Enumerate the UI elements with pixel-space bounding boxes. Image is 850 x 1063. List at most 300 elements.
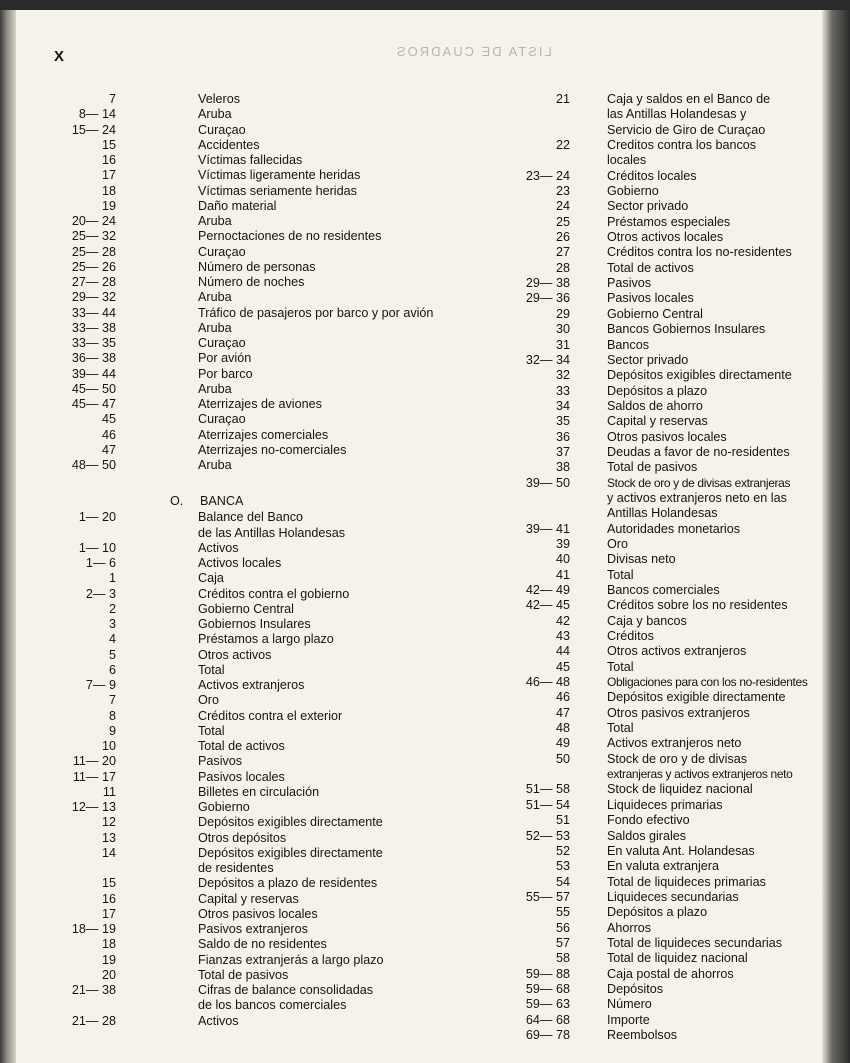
table-label: Obligaciones para con los no-residentes bbox=[607, 675, 808, 690]
table-entry bbox=[40, 397, 470, 412]
table-label: Otros depósitos bbox=[198, 830, 287, 845]
table-number: 12 bbox=[101, 815, 116, 830]
table-entry bbox=[40, 754, 470, 769]
table-entry bbox=[40, 876, 470, 891]
table-label: Total de activos bbox=[607, 260, 694, 275]
table-label: Créditos sobre los no residentes bbox=[607, 598, 788, 613]
table-entry bbox=[490, 875, 820, 890]
table-number: 34 bbox=[555, 398, 570, 413]
table-entry bbox=[490, 107, 820, 122]
table-label: Liquideces secundarias bbox=[607, 889, 739, 904]
table-number: 24 bbox=[555, 199, 570, 214]
table-label: Capital y reservas bbox=[198, 891, 299, 906]
table-label: Depósitos exigibles directamente bbox=[198, 815, 383, 830]
table-label: Curaçao bbox=[198, 244, 246, 259]
table-entry bbox=[40, 510, 470, 525]
table-label: Total bbox=[607, 659, 634, 674]
table-number: 18 bbox=[101, 183, 116, 198]
table-number: 27 bbox=[555, 245, 570, 260]
table-label: Caja y bancos bbox=[607, 613, 687, 628]
table-label: Cifras de balance consolidadas bbox=[198, 983, 374, 997]
table-label: Gobierno bbox=[607, 184, 659, 199]
table-number: 37 bbox=[555, 444, 570, 459]
table-label: Aruba bbox=[198, 290, 232, 305]
table-number: 9 bbox=[108, 723, 116, 738]
table-label: Deudas a favor de no-residentes bbox=[607, 444, 790, 459]
table-number: 53 bbox=[555, 859, 570, 874]
table-number: 48 bbox=[555, 721, 570, 736]
table-number: 54 bbox=[555, 874, 570, 889]
table-number: 64— 68 bbox=[525, 1012, 570, 1027]
table-entry bbox=[490, 245, 820, 260]
table-number: 20— 24 bbox=[71, 214, 116, 228]
table-number: 25— 26 bbox=[71, 259, 116, 274]
table-number: 23— 24 bbox=[525, 168, 570, 183]
table-label: las Antillas Holandesas y bbox=[607, 107, 747, 122]
table-entry bbox=[490, 997, 820, 1012]
table-entry bbox=[490, 951, 820, 966]
table-number: 42— 45 bbox=[525, 598, 570, 613]
table-entry bbox=[490, 445, 820, 460]
table-entry bbox=[40, 367, 470, 382]
table-entry bbox=[490, 460, 820, 475]
table-label: Total de activos bbox=[198, 739, 285, 753]
table-number: 50 bbox=[555, 751, 570, 766]
table-label: Préstamos especiales bbox=[607, 214, 731, 229]
table-entry bbox=[490, 1013, 820, 1028]
table-entry bbox=[40, 556, 470, 571]
table-entry bbox=[40, 937, 470, 952]
table-entry bbox=[40, 587, 470, 602]
table-label: Víctimas ligeramente heridas bbox=[198, 168, 361, 183]
table-entry bbox=[40, 571, 470, 586]
table-label: Servicio de Giro de Curaçao bbox=[607, 122, 766, 137]
table-label: Aruba bbox=[198, 320, 232, 335]
table-entry bbox=[490, 506, 820, 521]
table-label: Otros pasivos locales bbox=[607, 429, 727, 444]
table-label: Depósitos a plazo de residentes bbox=[198, 876, 378, 891]
table-entry bbox=[40, 815, 470, 830]
table-label: Bancos bbox=[607, 337, 650, 352]
table-label: Activos locales bbox=[198, 556, 282, 570]
table-label: Antillas Holandesas bbox=[607, 506, 718, 521]
table-number: 43 bbox=[555, 629, 570, 644]
table-entry bbox=[40, 617, 470, 632]
table-number: 28 bbox=[555, 260, 570, 275]
table-label: Stock de liquidez nacional bbox=[607, 782, 753, 797]
table-number: 29— 38 bbox=[525, 276, 570, 291]
table-number: 7— 9 bbox=[85, 678, 116, 692]
table-entry bbox=[490, 169, 820, 184]
table-label: Curaçao bbox=[198, 412, 246, 427]
table-entry bbox=[490, 92, 820, 107]
left-entry-list-banca bbox=[40, 510, 470, 1029]
table-entry bbox=[490, 123, 820, 138]
table-label: Balance del Banco bbox=[198, 510, 304, 525]
table-label: Bancos comerciales bbox=[607, 583, 720, 597]
table-label: Activos bbox=[198, 540, 239, 555]
table-label: Aruba bbox=[198, 381, 232, 396]
table-number: 39— 41 bbox=[525, 521, 570, 536]
table-label: Otros activos locales bbox=[607, 230, 724, 245]
table-entry bbox=[40, 92, 470, 107]
table-entry bbox=[40, 458, 470, 473]
table-label: Pasivos locales bbox=[198, 769, 285, 784]
table-label: Gobierno bbox=[198, 800, 250, 814]
table-entry bbox=[40, 968, 470, 983]
table-label: Autoridades monetarios bbox=[607, 521, 741, 536]
table-number: 36— 38 bbox=[71, 351, 116, 366]
table-entry bbox=[490, 199, 820, 214]
table-entry bbox=[40, 168, 470, 183]
table-number: 5 bbox=[108, 647, 116, 662]
table-entry bbox=[490, 675, 820, 690]
table-label: Caja postal de ahorros bbox=[607, 966, 734, 981]
table-number: 46— 48 bbox=[525, 675, 570, 690]
table-number: 4 bbox=[108, 632, 116, 647]
table-entry bbox=[40, 831, 470, 846]
table-number: 21 bbox=[555, 92, 570, 106]
table-number: 16 bbox=[101, 891, 116, 906]
table-label: Pasivos bbox=[198, 754, 243, 769]
table-label: Gobiernos Insulares bbox=[198, 617, 311, 631]
table-number: 3 bbox=[108, 617, 116, 631]
table-entry bbox=[40, 382, 470, 397]
table-number: 31 bbox=[555, 337, 570, 352]
table-number: 22 bbox=[555, 138, 570, 153]
table-entry bbox=[40, 907, 470, 922]
table-label: Créditos bbox=[607, 629, 654, 644]
table-label: Víctimas fallecidas bbox=[198, 153, 303, 167]
table-entry bbox=[490, 353, 820, 368]
table-label: Importe bbox=[607, 1012, 650, 1027]
table-entry bbox=[490, 384, 820, 399]
table-entry bbox=[490, 752, 820, 767]
table-entry bbox=[40, 321, 470, 336]
table-entry bbox=[40, 678, 470, 693]
table-number: 42— 49 bbox=[525, 583, 570, 597]
table-label: Stock de oro y de divisas extranjeras bbox=[607, 475, 791, 490]
table-entry bbox=[40, 953, 470, 968]
page-right-edge bbox=[822, 10, 850, 1063]
table-label: Pernoctaciones de no residentes bbox=[198, 229, 382, 244]
table-entry bbox=[40, 846, 470, 861]
table-entry bbox=[490, 522, 820, 537]
table-entry bbox=[40, 412, 470, 427]
table-number: 19 bbox=[101, 952, 116, 967]
table-entry bbox=[490, 138, 820, 153]
table-number: 23 bbox=[555, 184, 570, 199]
table-entry bbox=[490, 153, 820, 168]
table-entry bbox=[40, 245, 470, 260]
table-label: Aruba bbox=[198, 107, 232, 122]
table-label: Gobierno Central bbox=[607, 306, 703, 321]
table-number: 15 bbox=[101, 876, 116, 891]
table-label: Accidentes bbox=[198, 137, 260, 152]
table-entry bbox=[490, 414, 820, 429]
table-entry bbox=[40, 229, 470, 244]
bleed-through-header: LISTA DE CUADROS bbox=[395, 44, 552, 59]
table-label: Stock de oro y de divisas bbox=[607, 751, 748, 766]
table-entry bbox=[490, 1028, 820, 1043]
table-number: 25— 28 bbox=[71, 244, 116, 259]
table-label: Oro bbox=[607, 536, 628, 551]
table-label: Saldos girales bbox=[607, 828, 687, 843]
right-column bbox=[490, 92, 820, 1043]
table-entry bbox=[490, 322, 820, 337]
table-label: Caja bbox=[198, 571, 224, 586]
table-label: Pasivos locales bbox=[607, 291, 694, 306]
table-entry bbox=[490, 859, 820, 874]
table-entry bbox=[40, 785, 470, 800]
table-number: 29— 32 bbox=[71, 290, 116, 305]
table-label: Por barco bbox=[198, 366, 253, 381]
table-number: 7 bbox=[108, 693, 116, 708]
table-entry bbox=[40, 443, 470, 458]
table-number: 36 bbox=[555, 429, 570, 444]
table-entry bbox=[40, 861, 470, 876]
table-label: Aterrizajes de aviones bbox=[198, 397, 322, 411]
table-entry bbox=[490, 905, 820, 920]
table-entry bbox=[490, 261, 820, 276]
table-label: Sector privado bbox=[607, 352, 689, 367]
table-entry bbox=[40, 892, 470, 907]
table-entry bbox=[40, 526, 470, 541]
table-label: Aruba bbox=[198, 458, 232, 472]
table-number: 33— 38 bbox=[71, 320, 116, 335]
table-number: 46 bbox=[555, 690, 570, 705]
table-number: 47 bbox=[101, 442, 116, 457]
left-entry-list bbox=[40, 92, 470, 473]
table-label: Reembolsos bbox=[607, 1027, 677, 1042]
page-number-mark: X bbox=[54, 48, 65, 65]
table-number: 18 bbox=[101, 937, 116, 952]
table-number: 2— 3 bbox=[85, 586, 116, 601]
table-number: 6 bbox=[108, 662, 116, 677]
table-label: Otros pasivos extranjeros bbox=[607, 705, 750, 720]
table-entry bbox=[40, 998, 470, 1013]
page-binding-edge bbox=[0, 10, 16, 1063]
table-label: Curaçao bbox=[198, 336, 246, 350]
table-number: 17 bbox=[101, 906, 116, 921]
table-entry bbox=[490, 430, 820, 445]
table-entry bbox=[40, 663, 470, 678]
table-entry bbox=[490, 537, 820, 552]
table-number: 8 bbox=[108, 708, 116, 723]
table-label: Depósitos exigibles directamente bbox=[607, 368, 792, 383]
table-entry bbox=[490, 813, 820, 828]
table-entry bbox=[40, 800, 470, 815]
table-entry bbox=[40, 983, 470, 998]
table-number: 25— 32 bbox=[71, 229, 116, 244]
table-entry bbox=[40, 260, 470, 275]
table-number: 11— 17 bbox=[72, 769, 116, 784]
table-label: locales bbox=[607, 153, 647, 168]
table-label: Total bbox=[198, 723, 225, 738]
table-label: Créditos locales bbox=[607, 168, 697, 183]
table-entry bbox=[40, 739, 470, 754]
table-entry bbox=[490, 936, 820, 951]
table-entry bbox=[490, 844, 820, 859]
table-number: 55 bbox=[555, 905, 570, 920]
table-number: 25 bbox=[555, 214, 570, 229]
table-number: 12— 13 bbox=[71, 800, 116, 814]
table-number: 11 bbox=[102, 784, 116, 799]
table-label: Saldo de no residentes bbox=[198, 937, 327, 952]
table-label: de las Antillas Holandesas bbox=[198, 525, 346, 540]
table-label: Por avión bbox=[198, 351, 252, 366]
table-number: 46 bbox=[101, 427, 116, 442]
table-entry bbox=[490, 476, 820, 491]
table-number: 45— 50 bbox=[71, 381, 116, 396]
table-entry bbox=[490, 829, 820, 844]
table-entry bbox=[490, 982, 820, 997]
table-number: 1 bbox=[108, 571, 116, 586]
table-label: Número de noches bbox=[198, 275, 305, 289]
table-entry bbox=[40, 336, 470, 351]
table-label: Total de liquideces primarias bbox=[607, 874, 766, 889]
table-label: Total de pasivos bbox=[607, 460, 698, 475]
table-number: 39— 44 bbox=[71, 366, 116, 381]
table-number: 57 bbox=[555, 935, 570, 950]
table-label: Otros activos bbox=[198, 647, 272, 662]
table-entry bbox=[40, 290, 470, 305]
table-label: Sector privado bbox=[607, 199, 689, 214]
table-label: Fianzas extranjerás a largo plazo bbox=[198, 952, 384, 967]
table-entry bbox=[40, 770, 470, 785]
table-label: Liquideces primarias bbox=[607, 797, 723, 812]
table-label: Víctimas seriamente heridas bbox=[198, 183, 357, 198]
table-number: 15 bbox=[101, 137, 116, 152]
table-label: En valuta Ant. Holandesas bbox=[607, 843, 755, 858]
table-label: Depósitos exigibles directamente bbox=[198, 845, 383, 860]
table-label: Creditos contra los bancos bbox=[607, 138, 757, 153]
table-number: 33 bbox=[555, 383, 570, 398]
table-entry bbox=[490, 736, 820, 751]
table-entry bbox=[490, 307, 820, 322]
table-entry bbox=[490, 230, 820, 245]
table-entry bbox=[490, 552, 820, 567]
table-number: 51 bbox=[555, 813, 570, 828]
table-label: Créditos contra los no-residentes bbox=[607, 245, 792, 260]
table-entry bbox=[490, 583, 820, 598]
table-entry bbox=[40, 922, 470, 937]
table-label: Pasivos bbox=[607, 276, 652, 291]
table-number: 51— 54 bbox=[525, 797, 570, 812]
section-heading bbox=[40, 493, 470, 510]
table-entry bbox=[490, 614, 820, 629]
table-number: 35 bbox=[555, 414, 570, 429]
table-label: Depósitos a plazo bbox=[607, 383, 708, 398]
table-entry bbox=[40, 632, 470, 647]
table-number: 1— 20 bbox=[78, 510, 116, 525]
table-label: Préstamos a largo plazo bbox=[198, 632, 334, 647]
table-number: 48— 50 bbox=[71, 458, 116, 472]
table-number: 19 bbox=[101, 198, 116, 213]
table-label: Total bbox=[607, 721, 634, 736]
table-label: Créditos contra el exterior bbox=[198, 708, 343, 723]
table-number: 59— 88 bbox=[525, 966, 570, 981]
table-number: 45 bbox=[101, 412, 116, 427]
table-number: 10 bbox=[101, 739, 116, 753]
table-label: de los bancos comerciales bbox=[198, 998, 347, 1013]
table-entry bbox=[40, 351, 470, 366]
table-label: Aterrizajes no-comerciales bbox=[198, 442, 347, 457]
table-label: Otros pasivos locales bbox=[198, 906, 318, 921]
table-entry bbox=[490, 276, 820, 291]
table-entry bbox=[490, 644, 820, 659]
table-label: Oro bbox=[198, 693, 219, 708]
table-entry bbox=[40, 184, 470, 199]
table-number: 47 bbox=[555, 705, 570, 720]
table-entry bbox=[490, 629, 820, 644]
table-number: 7 bbox=[108, 92, 116, 106]
table-number: 69— 78 bbox=[525, 1027, 570, 1042]
table-number: 1— 10 bbox=[78, 540, 116, 555]
table-number: 51— 58 bbox=[525, 782, 570, 797]
table-label: Tráfico de pasajeros por barco y por avión bbox=[198, 305, 434, 320]
table-label: Activos bbox=[198, 1013, 239, 1028]
table-number: 15— 24 bbox=[71, 122, 116, 137]
table-entry bbox=[490, 399, 820, 414]
table-entry bbox=[490, 368, 820, 383]
table-number: 18— 19 bbox=[71, 922, 116, 936]
table-entry bbox=[40, 693, 470, 708]
table-label: Curaçao bbox=[198, 122, 246, 137]
table-entry bbox=[490, 598, 820, 613]
table-label: Número bbox=[607, 997, 652, 1012]
table-number: 20 bbox=[101, 967, 116, 982]
table-number: 41 bbox=[555, 567, 570, 582]
table-label: y activos extranjeros neto en las bbox=[607, 490, 787, 505]
table-number: 8— 14 bbox=[78, 107, 116, 122]
table-label: Gobierno Central bbox=[198, 601, 294, 616]
table-entry bbox=[490, 291, 820, 306]
table-number: 14 bbox=[101, 845, 116, 860]
table-number: 11— 20 bbox=[72, 754, 116, 769]
table-label: En valuta extranjera bbox=[607, 859, 720, 874]
table-label: Total de pasivos bbox=[198, 967, 289, 982]
table-entry bbox=[40, 214, 470, 229]
table-label: extranjeras y activos extranjeros neto bbox=[607, 767, 793, 782]
section-title: BANCA bbox=[200, 494, 244, 509]
table-label: Veleros bbox=[198, 92, 241, 106]
table-number: 56 bbox=[555, 920, 570, 935]
table-number: 21— 38 bbox=[71, 983, 116, 997]
table-label: Aterrizajes comerciales bbox=[198, 427, 329, 442]
table-entry bbox=[40, 428, 470, 443]
table-number: 13 bbox=[101, 830, 116, 845]
table-number: 39 bbox=[555, 536, 570, 551]
table-number: 45— 47 bbox=[71, 397, 116, 411]
table-entry bbox=[490, 890, 820, 905]
table-number: 33— 44 bbox=[71, 305, 116, 320]
table-number: 59— 68 bbox=[525, 981, 570, 996]
table-number: 52— 53 bbox=[525, 828, 570, 843]
table-label: Total bbox=[198, 662, 225, 677]
table-label: Bancos Gobiernos Insulares bbox=[607, 322, 766, 337]
right-entry-list bbox=[490, 92, 820, 1043]
page-top-border bbox=[0, 0, 850, 10]
section-letter: O. bbox=[170, 494, 184, 509]
table-number: 33— 35 bbox=[71, 336, 116, 350]
table-number: 55— 57 bbox=[525, 889, 570, 904]
table-entry bbox=[490, 690, 820, 705]
table-number: 44 bbox=[555, 644, 570, 659]
table-number: 38 bbox=[555, 460, 570, 475]
table-entry bbox=[40, 541, 470, 556]
table-number: 30 bbox=[555, 322, 570, 337]
